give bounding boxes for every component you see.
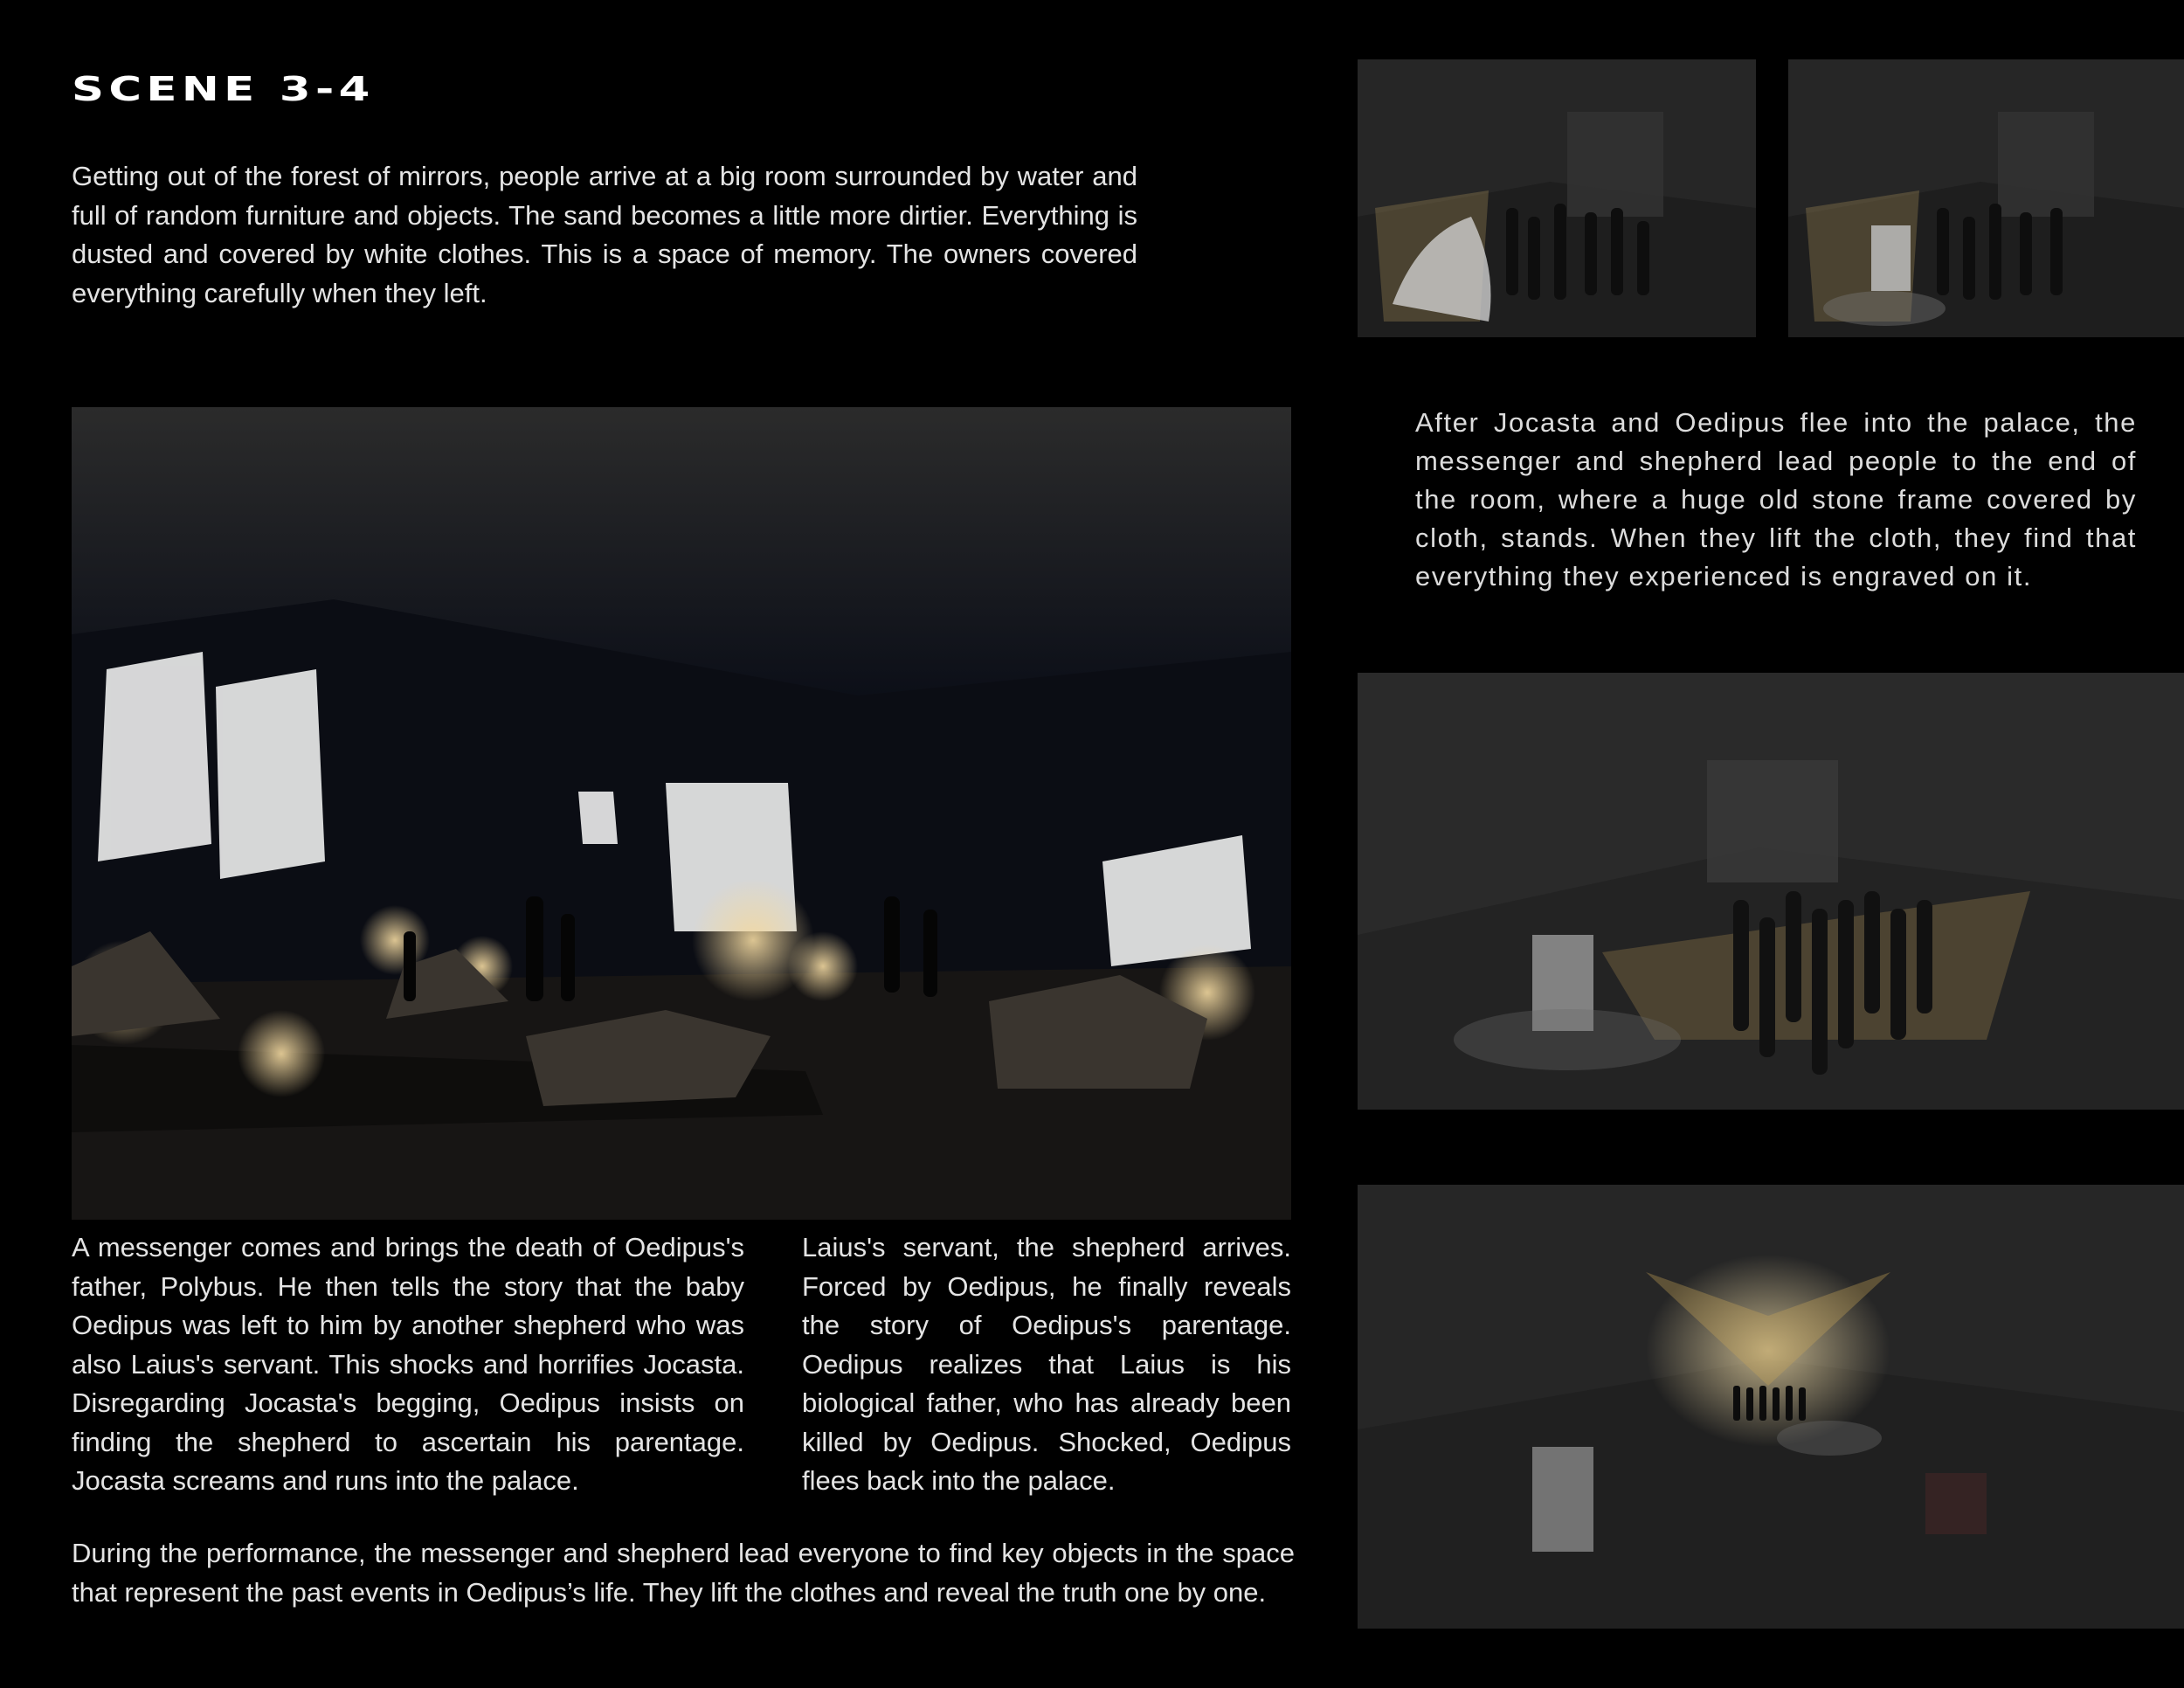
intro-paragraph: Getting out of the forest of mirrors, people arrive at a big room surrounded by water and full of random furniture and objects. The sand becomes a little more dirtier. Everything is dusted and covered by white clothes. This is a space of memory. The owners covered everything carefully when they left. — [72, 161, 1137, 308]
main-scene-render — [72, 407, 1291, 1220]
caption-right: Laius's servant, the shepherd arrives. Forced by Oedipus, he finally reveals the story of Oedipus's parentage. Oedipus realizes that Laius is his biological father, who has already been killed by Oedipus. Shocked, Oedipus flees back into the palace. — [802, 1232, 1291, 1496]
side-paragraph: After Jocasta and Oedipus flee into the palace, the messenger and shepherd lead people to the end of the room, where a huge old stone frame covered by cloth, stands. When they lift the cloth, they find that everything they experienced is engraved on it. — [1415, 407, 2137, 591]
sketch-engraved-frame-reveal — [1358, 1185, 2184, 1629]
page-title: SCENE 3-4 — [72, 70, 375, 108]
bottom-paragraph: During the performance, the messenger and shepherd lead everyone to find key objects in the space that represent the past events in Oedipus’s life. They lift the clothes and reveal the truth one by one. — [72, 1538, 1295, 1608]
sketch-cloth-covered-frame — [1358, 59, 1756, 337]
caption-left: A messenger comes and brings the death of Oedipus's father, Polybus. He then tells the story that the baby Oedipus was left to him by another shepherd who was also Laius's servant. This shocks and horrifies Jocasta. Disregarding Jocasta's begging, Oedipus insists on finding the shepherd to ascertain his parentage. Jocasta screams and runs into the palace. — [72, 1232, 744, 1496]
sketch-people-gathered — [1358, 673, 2184, 1110]
sketch-revealed-stone-tablet — [1788, 59, 2184, 337]
